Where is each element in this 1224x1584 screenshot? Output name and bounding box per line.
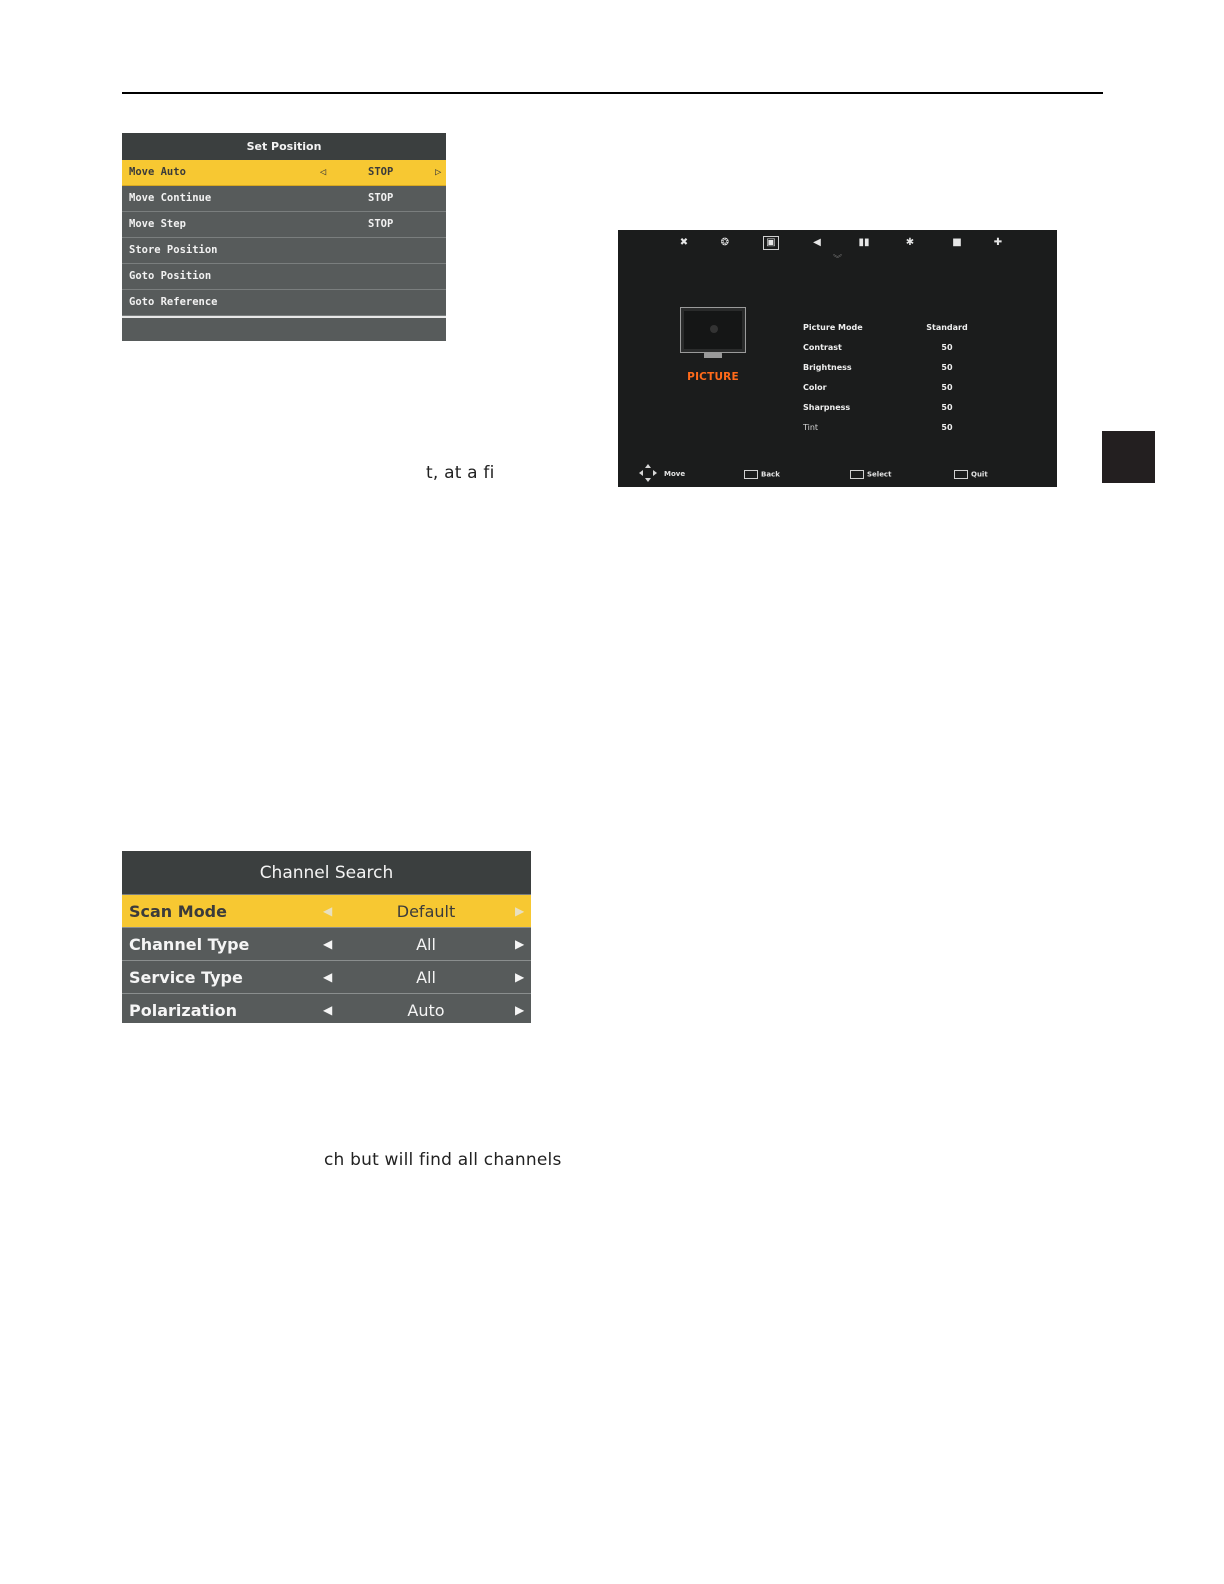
chevron-down-icon: ︾ — [833, 255, 843, 265]
sound-icon[interactable]: ◀ — [813, 237, 821, 248]
arrow-left-icon[interactable]: ◀ — [323, 937, 333, 951]
lock-icon[interactable]: ■ — [952, 237, 962, 248]
menu-item-polarization[interactable] — [122, 994, 531, 1023]
setup-icon[interactable]: ✱ — [905, 237, 915, 248]
setting-tint[interactable] — [803, 419, 1003, 437]
arrow-left-icon[interactable]: ◁ — [320, 166, 327, 178]
menu-item-label: Move Auto — [129, 166, 186, 178]
tools-icon[interactable]: ✖ — [679, 237, 689, 248]
menu-item-value: Default — [396, 902, 456, 921]
arrow-left-icon[interactable]: ◀ — [323, 904, 333, 918]
ok-key-icon — [850, 470, 864, 479]
setting-brightness[interactable] — [803, 359, 1003, 377]
setting-label: Brightness — [803, 363, 852, 372]
menu-item-label: Service Type — [129, 968, 243, 987]
setting-value: 50 — [941, 423, 953, 432]
setting-value: 50 — [941, 383, 953, 392]
text-fragment-top: t, at a fi — [426, 463, 495, 483]
header-rule — [122, 92, 1103, 94]
channel-icon[interactable]: ❂ — [720, 237, 730, 248]
hint-move: Move — [664, 470, 686, 478]
menu-item-scan-mode[interactable] — [122, 895, 531, 928]
menu-item-label: Goto Reference — [129, 296, 218, 308]
dpad-icon — [638, 463, 658, 483]
menu-key-icon — [744, 470, 758, 479]
setting-label: Picture Mode — [803, 323, 863, 332]
setting-value: 50 — [941, 343, 953, 352]
menu-footer-hints — [618, 468, 1057, 484]
menu-icon-bar — [618, 232, 1057, 254]
menu-item-label: Channel Type — [129, 935, 250, 954]
setting-color[interactable] — [803, 379, 1003, 397]
menu-item-label: Scan Mode — [129, 902, 227, 921]
exit-key-icon — [954, 470, 968, 479]
menu-item-service-type[interactable] — [122, 961, 531, 994]
menu-item-move-step[interactable] — [122, 212, 446, 238]
setting-contrast[interactable] — [803, 339, 1003, 357]
menu-category-label: PICTURE — [687, 371, 739, 383]
menu-item-value: All — [416, 968, 436, 987]
menu-title: Set Position — [246, 140, 322, 153]
menu-item-label: Store Position — [129, 244, 218, 256]
menu-item-channel-type[interactable] — [122, 928, 531, 961]
setting-sharpness[interactable] — [803, 399, 1003, 417]
arrow-right-icon[interactable]: ▷ — [435, 166, 442, 178]
hint-back: Back — [744, 470, 780, 479]
channel-search-menu — [122, 851, 531, 1023]
setting-picture-mode[interactable] — [803, 319, 1003, 337]
set-position-menu — [122, 133, 446, 339]
menu-item-goto-position[interactable] — [122, 264, 446, 290]
menu-item-value: STOP — [368, 166, 394, 178]
menu-item-label: Polarization — [129, 1001, 237, 1020]
menu-item-value: Auto — [407, 1001, 445, 1020]
setting-label: Tint — [803, 423, 819, 432]
menu-item-value: STOP — [368, 192, 394, 204]
menu-item-label: Move Continue — [129, 192, 212, 204]
arrow-left-icon[interactable]: ◀ — [323, 1003, 333, 1017]
menu-footer — [122, 316, 446, 341]
setting-label: Color — [803, 383, 827, 392]
timer-icon[interactable]: ▮▮ — [858, 237, 870, 248]
menu-title: Channel Search — [122, 851, 531, 895]
menu-item-goto-reference[interactable] — [122, 290, 446, 316]
arrow-left-icon[interactable]: ◀ — [323, 970, 333, 984]
menu-item-value: All — [416, 935, 436, 954]
menu-item-store-position[interactable] — [122, 238, 446, 264]
tv-picture-menu-screen — [618, 230, 1057, 487]
menu-item-label: Move Step — [129, 218, 186, 230]
arrow-right-icon[interactable]: ▶ — [515, 1003, 525, 1017]
hint-quit: Quit — [954, 470, 988, 479]
menu-item-move-continue[interactable] — [122, 186, 446, 212]
text-fragment-bottom: ch but will find all channels — [324, 1150, 562, 1170]
page-tab-marker — [1102, 431, 1155, 483]
menu-item-value: STOP — [368, 218, 394, 230]
arrow-right-icon[interactable]: ▶ — [515, 937, 525, 951]
hint-select: Select — [850, 470, 891, 479]
arrow-right-icon[interactable]: ▶ — [515, 904, 525, 918]
setting-label: Sharpness — [803, 403, 851, 412]
arrow-right-icon[interactable]: ▶ — [515, 970, 525, 984]
menu-item-label: Goto Position — [129, 270, 212, 282]
menu-item-move-auto[interactable] — [122, 160, 446, 186]
setting-value: 50 — [941, 403, 953, 412]
setting-value: Standard — [926, 323, 968, 332]
setting-value: 50 — [941, 363, 953, 372]
setting-label: Contrast — [803, 343, 842, 352]
picture-icon[interactable]: ▣ — [763, 236, 779, 250]
usb-icon[interactable]: ✚ — [993, 237, 1003, 248]
monitor-icon — [680, 307, 746, 359]
